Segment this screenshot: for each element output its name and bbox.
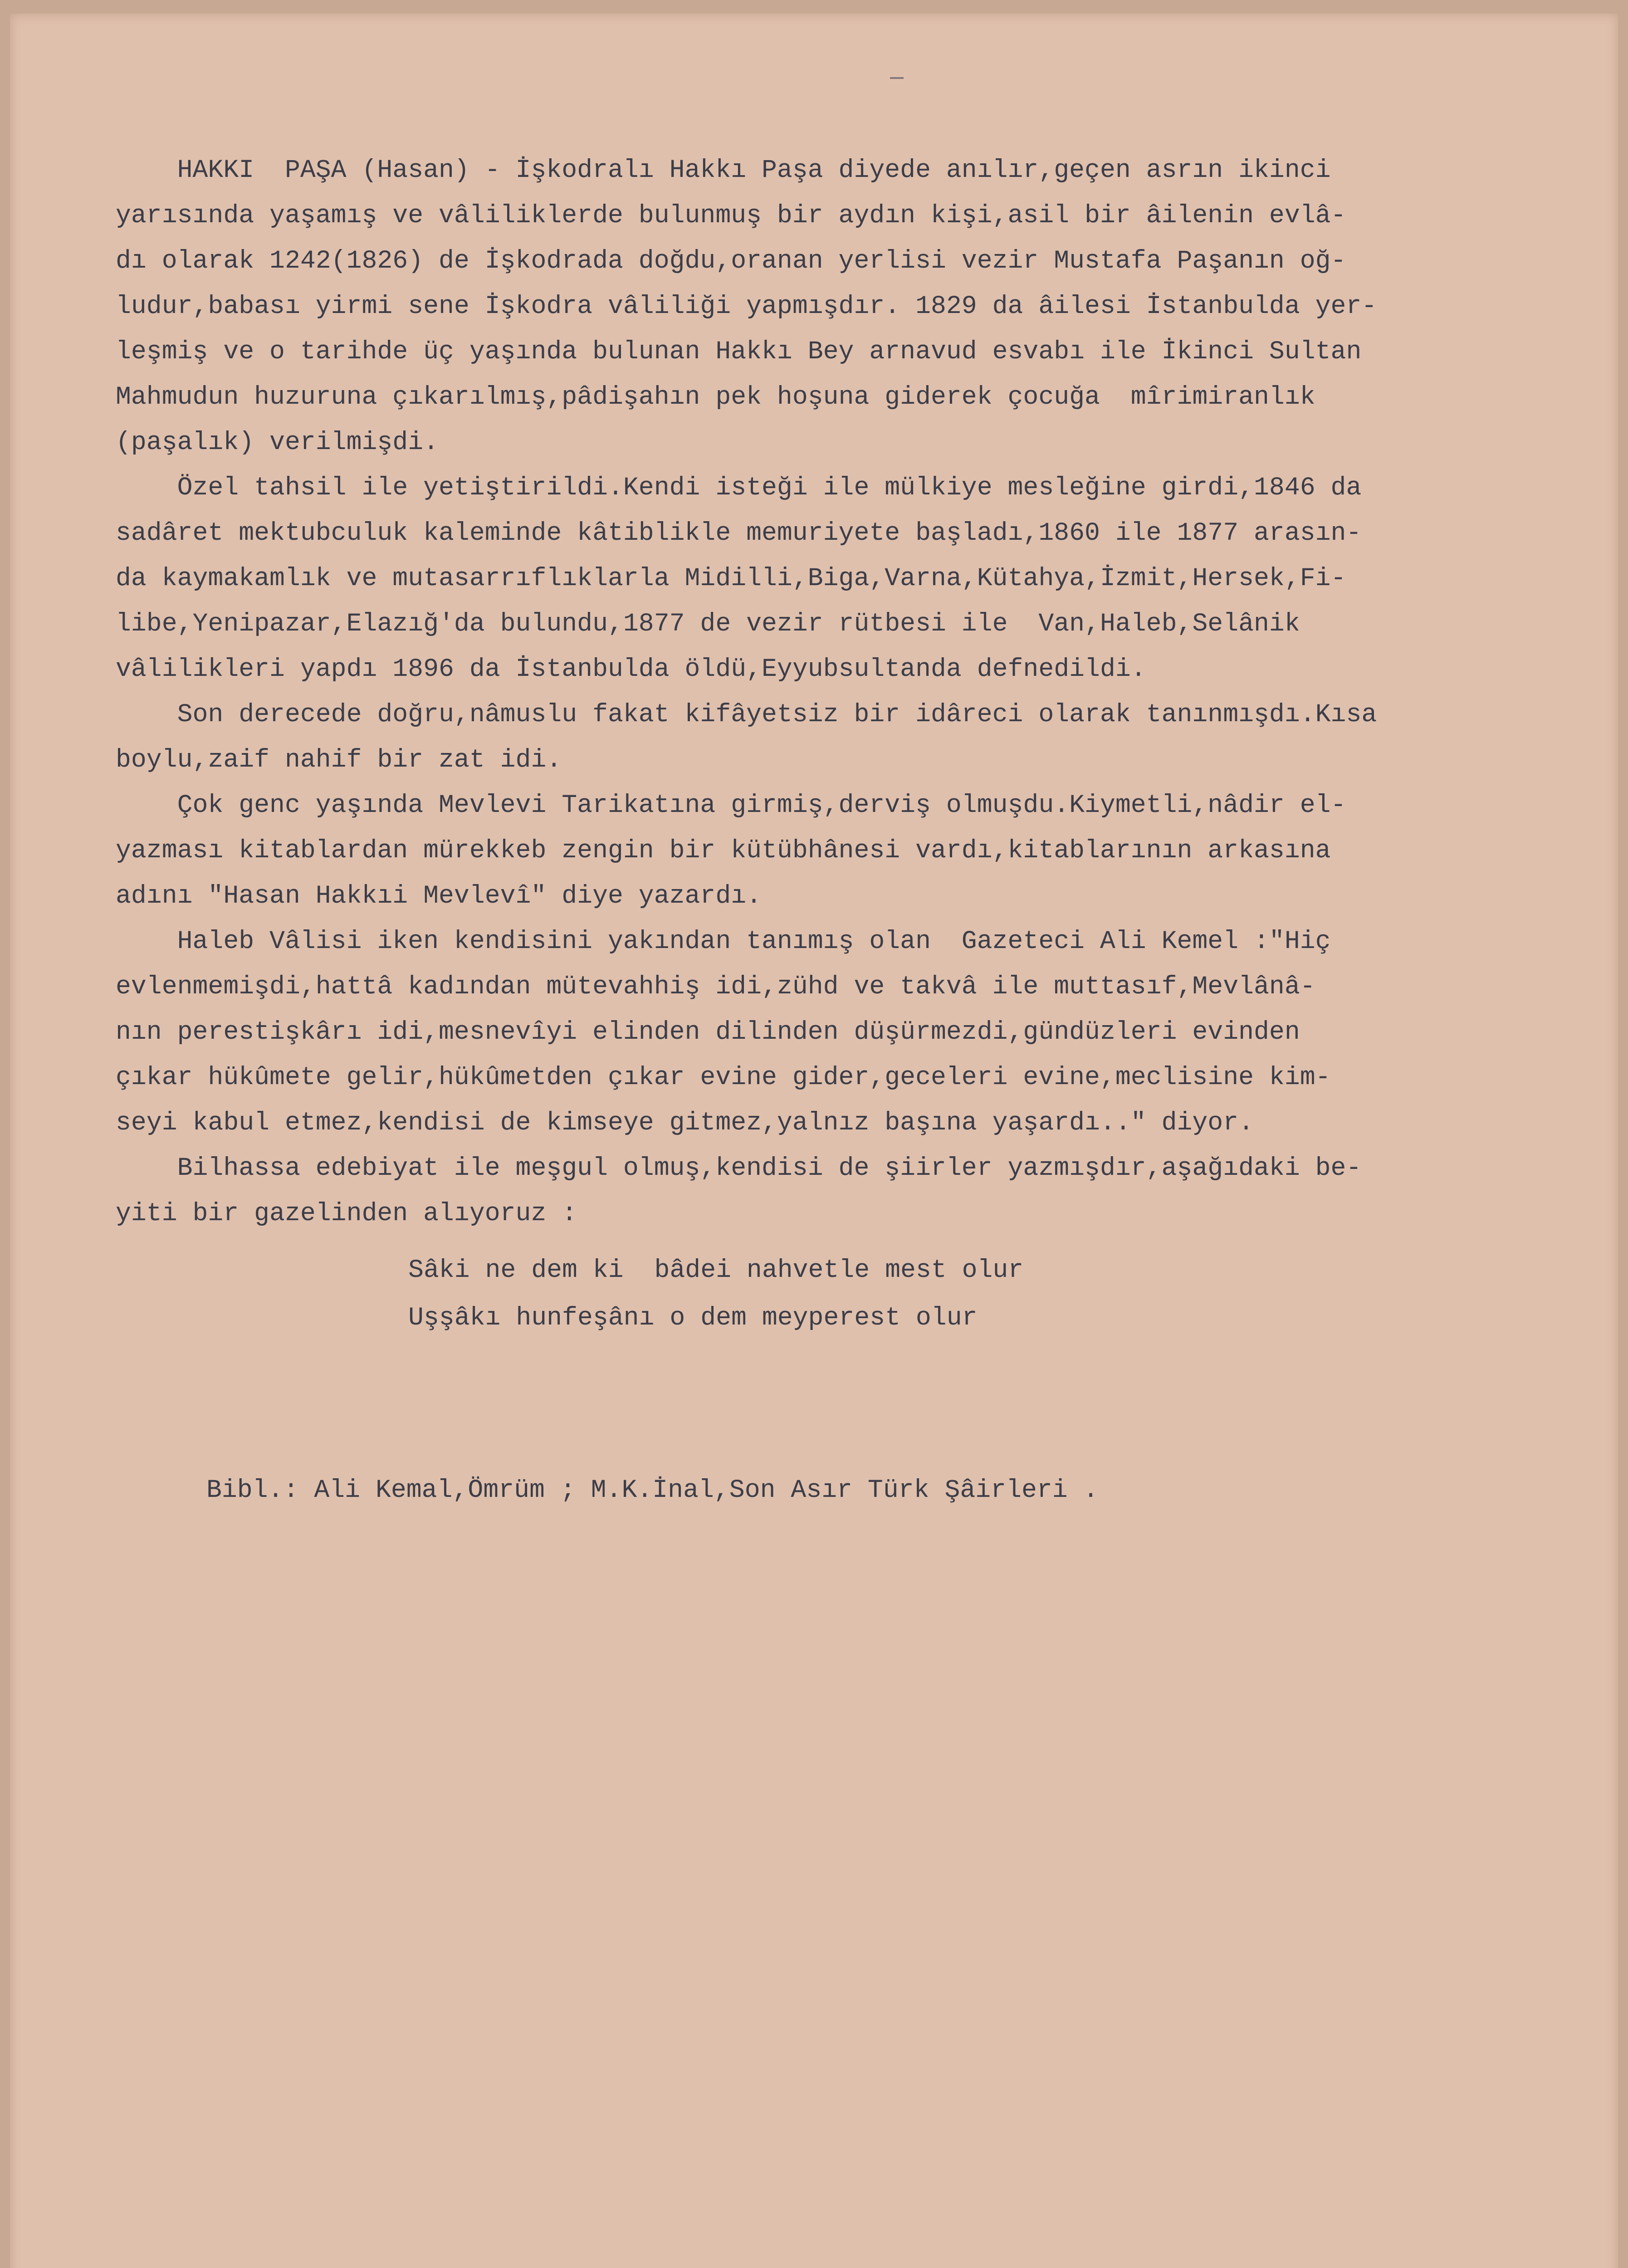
text-line: sadâret mektubculuk kaleminde kâtiblikle memuriyete başladı,1860 ile 1877 arasın- [116, 518, 1362, 547]
text-line: libe,Yenipazar,Elazığ'da bulundu,1877 de vezir rütbesi ile Van,Haleb,Selânik [116, 609, 1300, 638]
text-line: ludur,babası yirmi sene İşkodra vâliliği yapmışdır. 1829 da âilesi İstanbulda yer- [116, 292, 1377, 321]
text-line: seyi kabul etmez,kendisi de kimseye gitmez,yalnız başına yaşardı.." diyor. [116, 1108, 1254, 1137]
text-line: evlenmemişdi,hattâ kadından mütevahhiş idi,zühd ve takvâ ile muttasıf,Mevlânâ- [116, 972, 1315, 1001]
text-line: Çok genc yaşında Mevlevi Tarikatına girmiş,derviş olmuşdu.Kiymetli,nâdir el- [116, 791, 1346, 820]
text-line: vâlilikleri yapdı 1896 da İstanbulda öldü,Eyyubsultanda defnedildi. [116, 655, 1146, 684]
top-dash-mark [890, 77, 904, 79]
text-line: Bilhassa edebiyat ile meşgul olmuş,kendisi de şiirler yazmışdır,aşağıdaki be- [116, 1154, 1362, 1183]
text-line: Son derecede doğru,nâmuslu fakat kifâyetsiz bir idâreci olarak tanınmışdı.Kısa [116, 700, 1377, 729]
bibliography-line: Bibl.: Ali Kemal,Ömrüm ; M.K.İnal,Son Asır Türk Şâirleri . [206, 1476, 1099, 1505]
text-line: (paşalık) verilmişdi. [116, 428, 439, 457]
text-line: Özel tahsil ile yetiştirildi.Kendi isteği ile mülkiye mesleğine girdi,1846 da [116, 473, 1362, 502]
text-line: çıkar hükûmete gelir,hükûmetden çıkar evine gider,geceleri evine,meclisine kim- [116, 1063, 1331, 1092]
text-line: yiti bir gazelinden alıyoruz : [116, 1199, 577, 1228]
text-line: dı olarak 1242(1826) de İşkodrada doğdu,oranan yerlisi vezir Mustafa Paşanın oğ- [116, 246, 1346, 275]
biography-body [116, 147, 1613, 1236]
text-line: HAKKI PAŞA (Hasan) - İşkodralı Hakkı Paşa diyede anılır,geçen asrın ikinci [116, 156, 1331, 185]
poem-couplet [408, 1246, 1023, 1342]
text-line: yarısında yaşamış ve vâliliklerde bulunmuş bir aydın kişi,asil bir âilenin evlâ- [116, 201, 1346, 230]
text-line: boylu,zaif nahif bir zat idi. [116, 745, 562, 774]
text-line: leşmiş ve o tarihde üç yaşında bulunan Hakkı Bey arnavud esvabı ile İkinci Sultan [116, 337, 1362, 366]
text-line: nın perestişkârı idi,mesnevîyi elinden dilinden düşürmezdi,gündüzleri evinden [116, 1017, 1300, 1046]
text-line: Mahmudun huzuruna çıkarılmış,pâdişahın pek hoşuna giderek çocuğa mîrimiranlık [116, 382, 1315, 411]
verse-line: Sâki ne dem ki bâdei nahvetle mest olur [408, 1256, 1024, 1285]
text-line: Haleb Vâlisi iken kendisini yakından tanımış olan Gazeteci Ali Kemel :"Hiç [116, 927, 1331, 956]
text-line: adını "Hasan Hakkıi Mevlevî" diye yazardı. [116, 881, 762, 910]
text-line: yazması kitablardan mürekkeb zengin bir kütübhânesi vardı,kitablarının arkasına [116, 836, 1331, 865]
text-line: da kaymakamlık ve mutasarrıflıklarla Midilli,Biga,Varna,Kütahya,İzmit,Hersek,Fi- [116, 564, 1346, 593]
verse-line: Uşşâkı hunfeşânı o dem meyperest olur [408, 1303, 978, 1332]
